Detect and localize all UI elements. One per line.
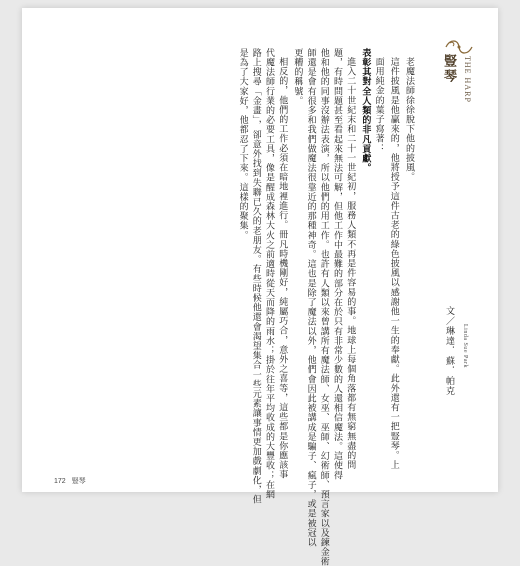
text-column: 題，有時問題甚至看起來無法可解，但他工作中最難的部分在於只有非常少數的人還相信魔法。這使得 [332,48,342,480]
author-block [430,306,470,426]
text-column: 面用純金的葉子寫著： [373,57,384,153]
book-page [22,8,498,566]
text-column: 老魔法師徐徐脫下他的披風。 [404,57,414,182]
text-column: 他和他的同事沒辦法表演，所以他們的用工作。也許有人類以來曾講所有魔法師、女巫、巫師、幻術師、預言家以及鍊金術 [318,48,329,566]
page-footer [54,476,86,486]
text-column: 表彰其對全人類的非凡貢獻。 [360,48,371,173]
text-column: 相反的，他們的工作必須在暗地裡進行。冊凡時機剛好，純屬巧合，意外之喜等，這些都是你應該事 [277,57,288,480]
page-number: 172 [54,477,66,485]
text-column: 師還是會有很多和我們做魔法很靠近的那種神奇。這也是除了魔法以外，他們會因此被講成是騙子、瘋子，或是被冠以 [305,48,316,548]
chapter-title-english: THE HARP [463,56,472,103]
text-column: 路上搜尋「金畫」，卻意外找到失聯已久的老朋友。有些時候他還會渴望集合一些元素讓事情更加戲劇化，但 [250,48,261,505]
text-column: 進入二十世紀末和二十一世紀初，服務人類不再是件容易的事。地球上每個角落都有無窮無盡的問 [345,57,356,470]
chapter-title: 豎琴 [441,54,456,84]
text-column: 是為了大家好，他都忍了下來。這樣的聚集。 [237,48,248,240]
text-column: 代魔法師行業的必要工具，像是醒成森林大火之前適時從天而降的雨水；掛於往年平均收成的大豐收；在網 [264,48,274,500]
text-column: 更糟的稱號。 [292,48,303,106]
chapter-title-block [410,38,480,148]
author-name: 文／琳達．蘇．帕克 [444,306,454,396]
text-column: 這件披風是他贏來的，他將授予這件古老的綠色披風以感謝他一生的奉獻。此外還有一把豎琴。上 [388,57,399,470]
running-title: 豎琴 [71,477,86,485]
author-name-english: Linda Sue Park [462,324,468,368]
